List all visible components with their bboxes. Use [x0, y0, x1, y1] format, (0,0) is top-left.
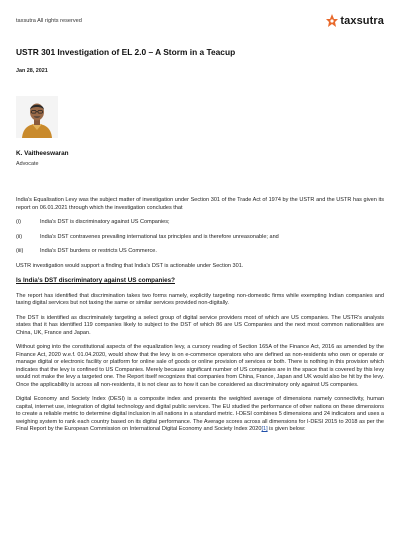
- logo-mark-icon: [326, 14, 338, 28]
- finding-number: (i): [16, 219, 21, 225]
- article-date: Jan 28, 2021: [16, 68, 48, 74]
- finding-number: (iii): [16, 248, 24, 254]
- copyright-notice: taxsutra All rights reserved: [16, 18, 82, 24]
- finding-item: [16, 234, 384, 242]
- intro-paragraph: India’s Equalisation Levy was the subject matter of investigation under Section 301 of the Trade Act of 1974 by the USTR and the USTR has given its report on 06.01.2021 through which the investigation concludes that: [16, 197, 384, 211]
- article-title: USTR 301 Investigation of EL 2.0 – A Storm in a Teacup: [16, 47, 236, 57]
- logo-text: taxsutra: [340, 15, 384, 27]
- desi-tail: is given below:: [267, 426, 306, 432]
- finding-text: India’s DST contravenes prevailing international tax principles and is therefore unreasonable; and: [40, 233, 279, 240]
- finding-text: India’s DST is discriminatory against US Companies;: [40, 219, 170, 225]
- author-portrait-icon: [16, 96, 58, 138]
- paragraph-section-165a: Without going into the constitutional aspects of the equalization levy, a cursory reading of Section 165A of the Finance Act, 2016 as amended by the Finance Act, 2020 w.e.f. 01.04.2020, would show that the levy is on e-commerce operators who are defined as non-residents who own or operate or manage digital or electronic facility or platform for online sale of goods or online provision of services or both. There is nothing in this provision which indicates that the levy is confined to US Companies. Merely because significant number of US companies are in the space that is covered by this levy would not make the levy a targeted one. The Report itself recognizes that companies from China, France, Japan and UK would also be hit by the levy. Once the applicability is across all non-residents, it is not clear as to how it can be considered as discriminatory only against US companies.: [16, 344, 384, 388]
- author-photo: [16, 96, 58, 138]
- section-heading: Is India’s DST discriminatory against US companies?: [16, 277, 175, 284]
- author-role: Advocate: [16, 161, 39, 167]
- desi-text: Digital Economy and Society Index (DESI) is a composite index and presents the weighted average of dimensions namely connectivity, human capital, internet use, integration of digital technology and digital public services. The EU studied the performance of other nations on these dimensions to create a reliable metric to determine digital inclusion in all nations in a standard metric. I-DESI combines 5 dimensions and 24 indicators and uses a weighing system to rank each country based on its digital performance. The Average scores across all dimensions for I-DESI 2015 to 2018 as per the Final Report by the European Commission on International Digital Economy and Society Index 2020: [16, 396, 384, 432]
- finding-item: [16, 248, 384, 256]
- paragraph-target-group: The DST is identified as discriminately targeting a select group of digital service providers most of which are US companies. The USTR’s analysis states that it has identified 119 companies likely to subject to the DST of which 86 are US Companies and the next most common nationalities are China, UK, France and Japan.: [16, 314, 384, 336]
- finding-item: [16, 219, 384, 227]
- conclusion-paragraph: USTR investigation would support a finding that India’s DST is actionable under Section 301.: [16, 262, 244, 269]
- paragraph-discrimination-forms: The report has identified that discrimination takes two forms namely, explicitly targeting non-domestic firms while exempting Indian companies and taxing digital services but not taxing the same or similar services provided non-digitally.: [16, 292, 384, 306]
- page-header: [16, 14, 384, 36]
- author-name: K. Vaitheeswaran: [16, 150, 69, 157]
- article-body: [16, 197, 384, 441]
- finding-number: (ii): [16, 233, 23, 240]
- taxsutra-logo[interactable]: [326, 14, 384, 28]
- footnote-link[interactable]: [1]: [261, 426, 268, 432]
- paragraph-desi: [16, 396, 384, 434]
- finding-text: India’s DST burdens or restricts US Commerce.: [40, 248, 157, 254]
